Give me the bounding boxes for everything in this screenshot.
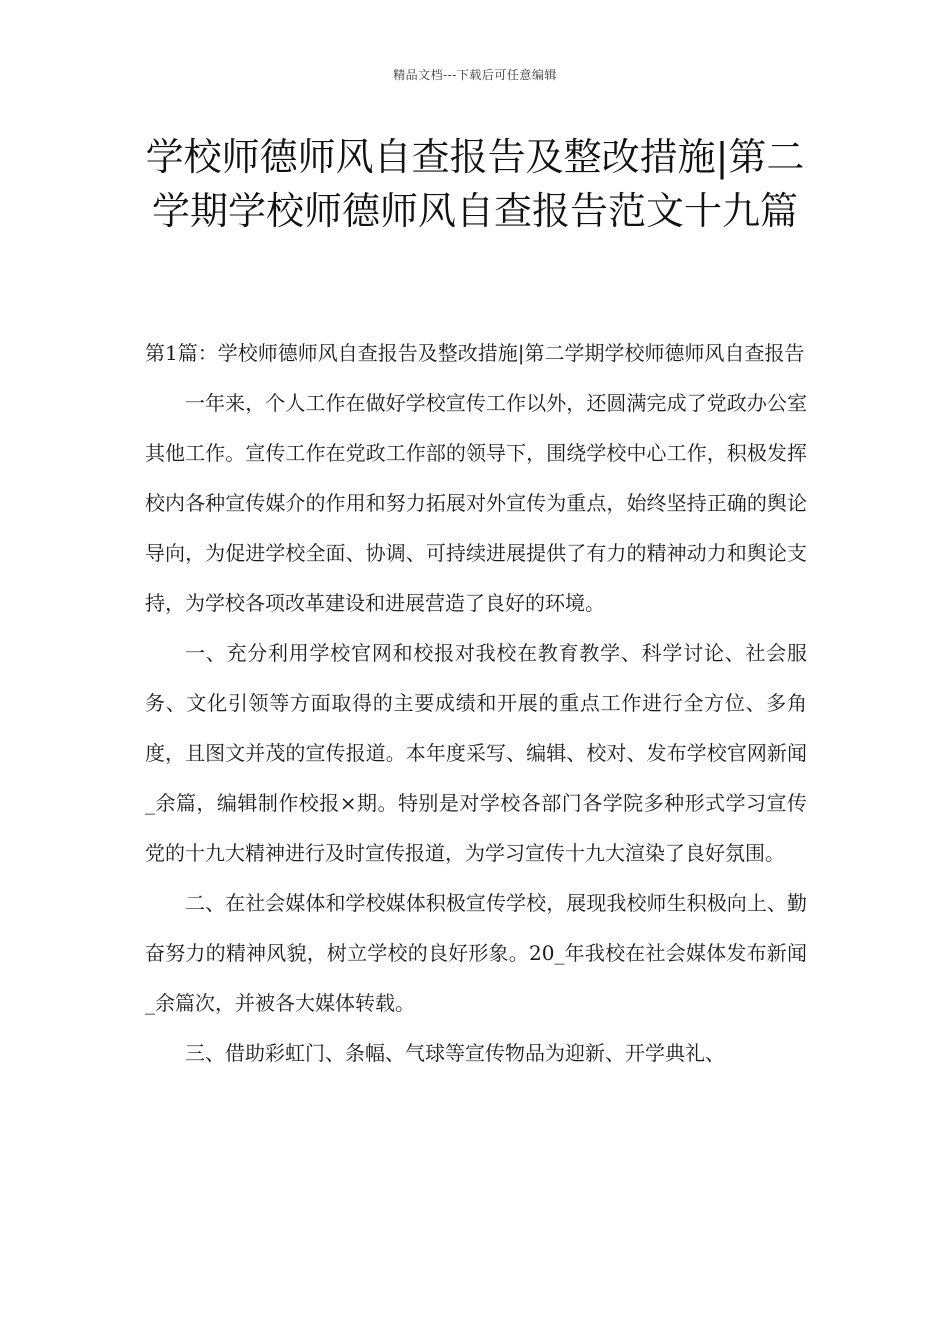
section-heading: 第1篇：学校师德师风自查报告及整改措施|第二学期学校师德师风自查报告	[145, 341, 805, 365]
paragraph-item-2: 二、在社会媒体和学校媒体积极宣传学校，展现我校师生积极向上、勤奋努力的精神风貌，树立学校的良好形象。20_年我校在社会媒体发布新闻_余篇次，并被各大媒体转载。	[145, 891, 807, 1015]
document-body	[145, 328, 807, 1078]
paragraph-item-3: 三、借助彩虹门、条幅、气球等宣传物品为迎新、开学典礼、	[185, 1041, 725, 1065]
document-title: 学校师德师风自查报告及整改措施|第二学期学校师德师风自查报告范文十九篇	[145, 135, 805, 233]
paragraph-intro: 一年来，个人工作在做好学校宣传工作以外，还圆满完成了党政办公室其他工作。宣传工作在党政工作部的领导下，围绕学校中心工作，积极发挥校内各种宣传媒介的作用和努力拓展对外宣传为重点，始终坚持正确的舆论导向，为促进学校全面、协调、可持续进展提供了有力的精神动力和舆论支持，为学校各项改革建设和进展营造了良好的环境。	[145, 391, 807, 615]
paragraph-item-1: 一、充分利用学校官网和校报对我校在教育教学、科学讨论、社会服务、文化引领等方面取得的主要成绩和开展的重点工作进行全方位、多角度，且图文并茂的宣传报道。本年度采写、编辑、校对、发布学校官网新闻_余篇，编辑制作校报×期。特别是对学校各部门各学院多种形式学习宣传党的十九大精神进行及时宣传报道，为学习宣传十九大渲染了良好氛围。	[145, 641, 807, 865]
header-note: 精品文档---下载后可任意编辑	[393, 68, 557, 82]
